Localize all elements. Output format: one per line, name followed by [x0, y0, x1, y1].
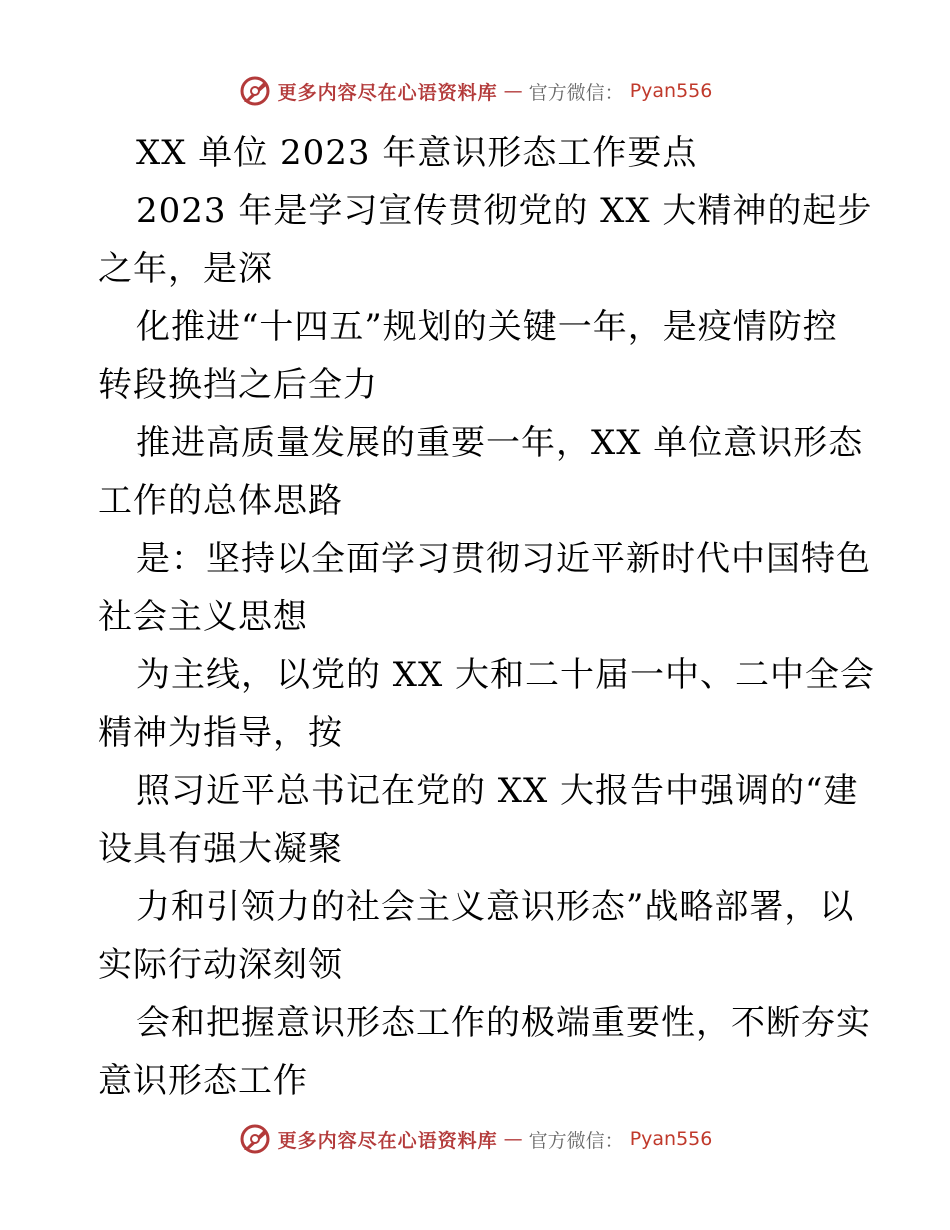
paragraph-line: 2023 年是学习宣传贯彻党的 XX 大精神的起步 — [136, 191, 873, 231]
paragraph-line: 设具有强大凝聚 — [98, 829, 343, 869]
paragraph-line: 实际行动深刻领 — [98, 945, 343, 985]
paragraph-line: 推进高质量发展的重要一年，XX 单位意识形态 — [136, 423, 864, 463]
footer-watermark — [0, 1122, 950, 1156]
watermark-dash: — — [503, 1128, 523, 1150]
document-title: XX 单位 2023 年意识形态工作要点 — [136, 133, 698, 173]
watermark-wechat-label: 官方微信： — [528, 1129, 624, 1152]
paragraph-line: 会和把握意识形态工作的极端重要性，不断夯实 — [136, 1003, 871, 1043]
paragraph-line: 社会主义思想 — [98, 597, 308, 637]
watermark-dash: — — [503, 80, 523, 102]
watermark-wechat-id: Pyan556 — [629, 80, 713, 102]
watermark-site: 更多内容尽在心语资料库 — [277, 1129, 498, 1152]
document-body — [98, 124, 876, 1110]
paragraph-line: 为主线，以党的 XX 大和二十届一中、二中全会 — [136, 655, 876, 695]
paragraph-line: 力和引领力的社会主义意识形态”战略部署，以 — [136, 887, 855, 927]
paragraph-line: 照习近平总书记在党的 XX 大报告中强调的“建 — [136, 771, 859, 811]
watermark-wechat-label: 官方微信： — [528, 81, 624, 104]
header-watermark — [0, 74, 950, 108]
paragraph-line: 意识形态工作 — [98, 1061, 308, 1101]
paragraph-line: 转段换挡之后全力 — [98, 365, 378, 405]
paragraph-line: 化推进“十四五”规划的关键一年，是疫情防控 — [136, 307, 838, 347]
paragraph-line: 工作的总体思路 — [98, 481, 343, 521]
paragraph-line: 之年，是深 — [98, 249, 273, 289]
quill-logo-icon — [238, 1122, 272, 1156]
watermark-site: 更多内容尽在心语资料库 — [277, 81, 498, 104]
quill-logo-icon — [238, 74, 272, 108]
paragraph-line: 精神为指导，按 — [98, 713, 343, 753]
paragraph-line: 是：坚持以全面学习贯彻习近平新时代中国特色 — [136, 539, 871, 579]
watermark-wechat-id: Pyan556 — [629, 1128, 713, 1150]
